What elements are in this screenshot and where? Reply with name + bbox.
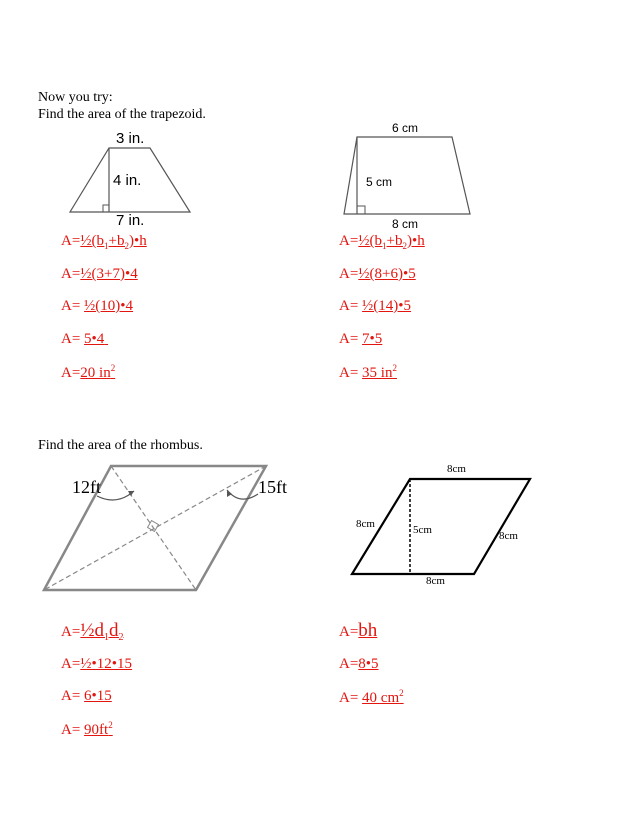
rhombus-work-line2: A=½•12•15 (61, 656, 133, 672)
trap1-height-label: 4 in. (113, 172, 142, 189)
rhombus-d2-label: 15ft (258, 477, 287, 497)
trap1-work-line5: A=20 $in^2$ (61, 363, 116, 381)
rhombus-work-line3: A= 6•15 (61, 688, 112, 704)
trap1-bottom-label: 7 in. (116, 212, 145, 229)
trap2-work-line3: A= ½(14)•5 (339, 298, 412, 314)
para-top-label: 8cm (447, 463, 466, 475)
instruction-rhombus: Find the area of the rhombus. (38, 438, 203, 453)
trap2-work-line5: A= 35 $in^2$ (339, 363, 397, 381)
trap2-work-line4: A= 7•5 (339, 331, 383, 347)
trap1-top-label: 3 in. (116, 130, 145, 147)
rhombus-work-line4: $A= 90ft^2$ (61, 720, 113, 738)
para-work-line2: A=8•5 (339, 656, 379, 672)
para-left-label: 8cm (356, 518, 375, 530)
trap2-bottom-label: 8 cm (392, 217, 419, 231)
trap2-work-line2: A=½(8+6)•5 (339, 266, 416, 282)
instruction-now-you-try: Now you try: (38, 90, 113, 105)
instruction-trapezoid: Find the area of the trapezoid. (38, 107, 206, 122)
para-work-line3: A= 40 $cm^2$ (339, 688, 404, 706)
trap1-work-line2: A=½(3+7)•4 (61, 266, 138, 282)
rhombus-d1-label: 12ft (72, 477, 101, 497)
trap2-work-line1: $A=\frac{1}{2}(b_1+b_2)•h$ (339, 233, 425, 251)
para-work-line1: A=bh (339, 620, 378, 641)
para-height-label: 5cm (413, 524, 432, 536)
trap2-top-label: 6 cm (392, 121, 419, 135)
para-bottom-label: 8cm (426, 575, 445, 587)
para-right-label: 8cm (499, 530, 518, 542)
trap1-work-line1: $A=\frac{1}{2}(b_1+b_2)•h$ (61, 233, 147, 251)
rhombus-work-line1: $A=\frac{1}{2}d_1d_2$ (61, 620, 124, 643)
trap1-work-line4: A= 5•4 (61, 331, 105, 347)
trap1-work-line3: A= ½(10)•4 (61, 298, 134, 314)
trap2-height-label: 5 cm (366, 175, 393, 189)
